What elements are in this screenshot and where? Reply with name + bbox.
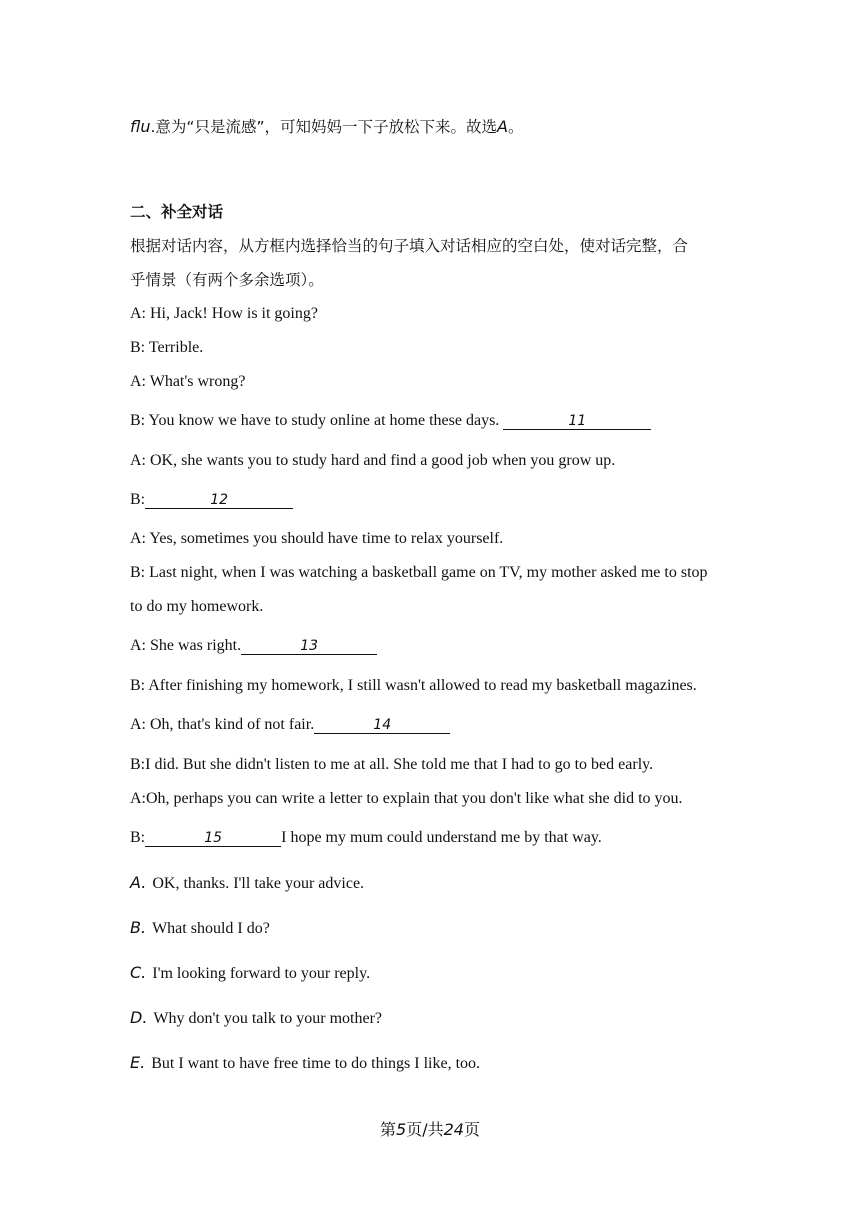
dialogue-line: A: OK, she wants you to study hard and find a good job when you grow up. bbox=[130, 452, 616, 469]
blank-12[interactable]: 12 bbox=[145, 492, 293, 509]
explanation-text: .意为“只是流感”，可知妈妈一下子放松下来。故选 bbox=[150, 118, 497, 136]
dialogue-line: B: Terrible. bbox=[130, 339, 204, 356]
option-a[interactable] bbox=[130, 873, 364, 894]
footer-suffix: 页 bbox=[463, 1120, 480, 1139]
dialogue-line: A: What's wrong? bbox=[130, 373, 246, 390]
blank-15[interactable]: 15 bbox=[145, 830, 281, 847]
option-letter: E. bbox=[130, 1053, 146, 1072]
explanation-word: flu bbox=[130, 117, 151, 136]
dialogue-text: B: You know we have to study online at home these days. bbox=[130, 412, 504, 429]
dialogue-line: B: Last night, when I was watching a basketball game on TV, my mother asked me to stop bbox=[130, 564, 708, 581]
current-page-number: 5 bbox=[396, 1120, 407, 1139]
dialogue-line bbox=[130, 490, 293, 510]
option-text: Why don't you talk to your mother? bbox=[153, 1010, 383, 1027]
dialogue-line bbox=[130, 411, 651, 431]
dialogue-line: B:I did. But she didn't listen to me at all. She told me that I had to go to bed early. bbox=[130, 756, 654, 773]
dialogue-line: A:Oh, perhaps you can write a letter to explain that you don't like what she did to you. bbox=[130, 790, 683, 807]
dialogue-text: A: Oh, that's kind of not fair. bbox=[130, 716, 315, 733]
dialogue-line: to do my homework. bbox=[130, 598, 264, 615]
blank-13[interactable]: 13 bbox=[241, 638, 377, 655]
dialogue-line bbox=[130, 715, 450, 735]
option-text: What should I do? bbox=[152, 920, 270, 937]
blank-11[interactable]: 11 bbox=[503, 413, 651, 430]
option-e[interactable] bbox=[130, 1053, 480, 1074]
explanation-answer: A bbox=[496, 117, 508, 136]
option-d[interactable] bbox=[130, 1008, 382, 1029]
instruction-line-2: 乎情景（有两个多余选项）。 bbox=[130, 271, 324, 289]
option-text: I'm looking forward to your reply. bbox=[152, 965, 371, 982]
instruction-line-1: 根据对话内容，从方框内选择恰当的句子填入对话相应的空白处，使对话完整，合 bbox=[130, 237, 689, 255]
option-c[interactable] bbox=[130, 963, 370, 984]
option-b[interactable] bbox=[130, 918, 270, 939]
dialogue-line: A: Yes, sometimes you should have time to relax yourself. bbox=[130, 530, 504, 547]
option-letter: B. bbox=[130, 918, 147, 937]
section-heading: 二、补全对话 bbox=[130, 203, 224, 221]
dialogue-line: B: After finishing my homework, I still wasn't allowed to read my basketball magazines. bbox=[130, 677, 697, 694]
blank-14[interactable]: 14 bbox=[314, 717, 450, 734]
option-letter: D. bbox=[130, 1008, 148, 1027]
dialogue-line: A: Hi, Jack! How is it going? bbox=[130, 305, 318, 322]
footer-prefix: 第 bbox=[380, 1120, 397, 1139]
dialogue-text: I hope my mum could understand me by that way. bbox=[281, 829, 602, 846]
footer-middle: 页/共 bbox=[406, 1120, 444, 1139]
explanation-line bbox=[130, 117, 523, 138]
total-page-number: 24 bbox=[443, 1120, 464, 1139]
dialogue-speaker: B: bbox=[130, 491, 146, 508]
option-letter: A. bbox=[130, 873, 147, 892]
option-text: OK, thanks. I'll take your advice. bbox=[152, 875, 365, 892]
dialogue-line bbox=[130, 828, 602, 848]
dialogue-speaker: B: bbox=[130, 829, 146, 846]
option-letter: C. bbox=[130, 963, 147, 982]
dialogue-text: A: She was right. bbox=[130, 637, 242, 654]
option-text: But I want to have free time to do things I like, too. bbox=[151, 1055, 481, 1072]
page-footer bbox=[0, 1117, 860, 1140]
dialogue-line bbox=[130, 636, 377, 656]
explanation-end: 。 bbox=[507, 118, 524, 136]
